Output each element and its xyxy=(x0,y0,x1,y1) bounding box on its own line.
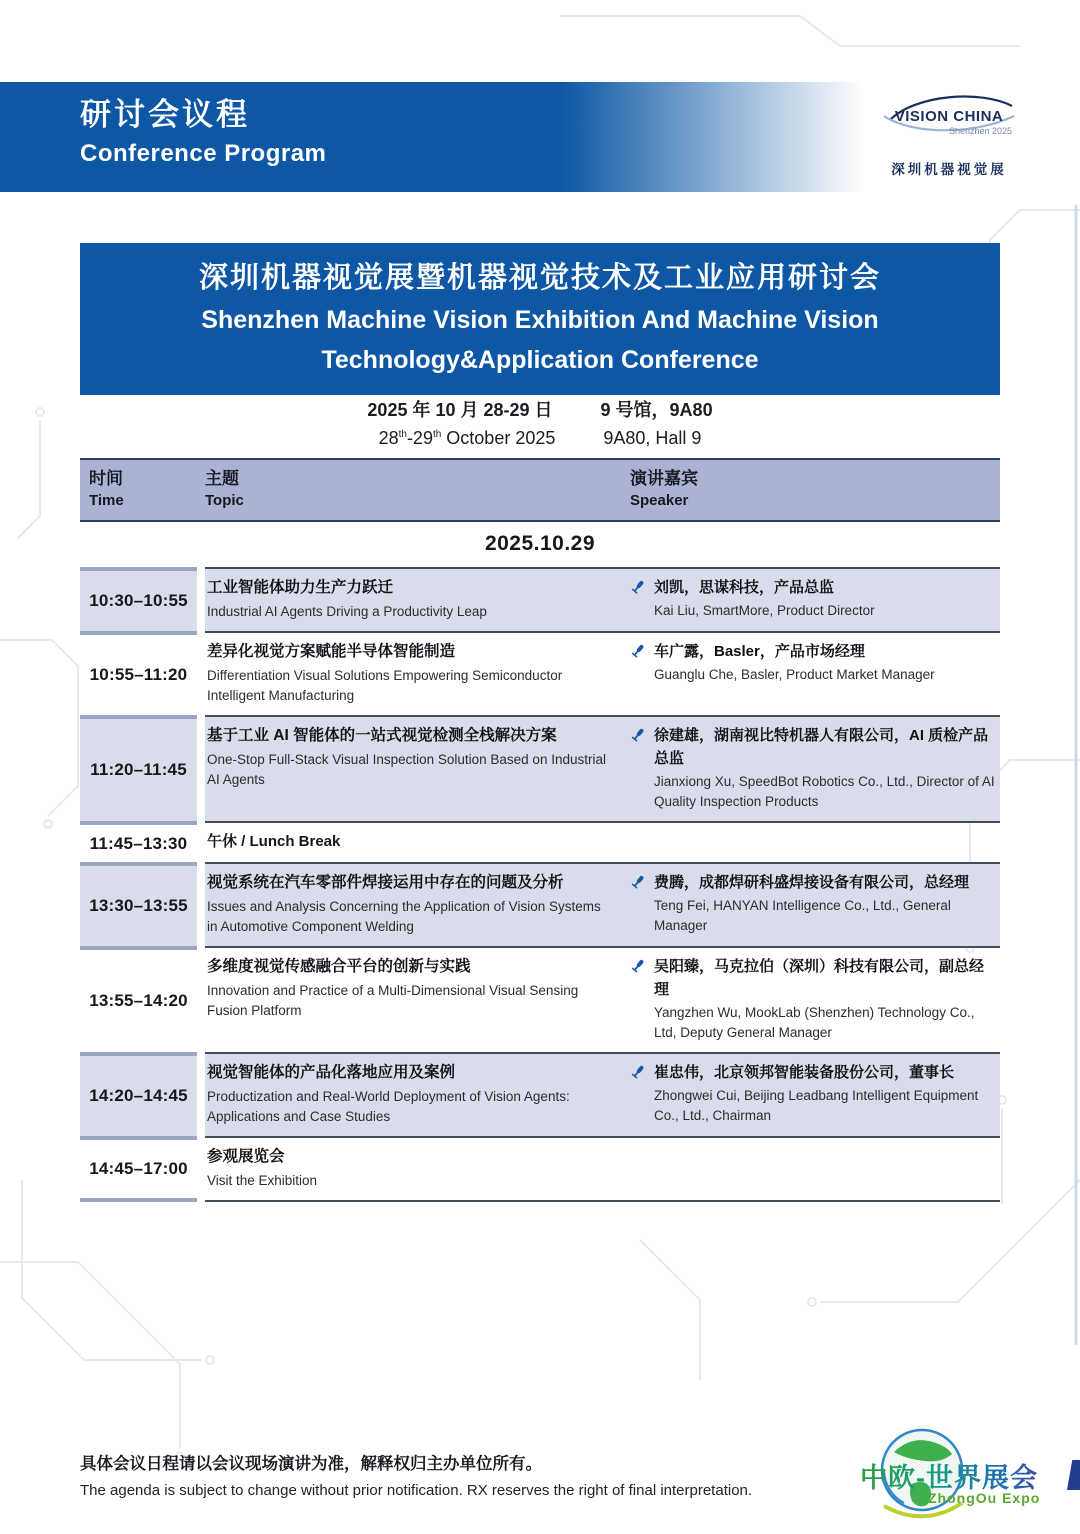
session-speaker: 吴阳臻，马克拉伯（深圳）科技有限公司，副总经理 Yangzhen Wu, MookLab (Shenzhen) Technology Co., Ltd, Deputy General Manager xyxy=(630,955,1000,1043)
event-date-venue-cn xyxy=(0,396,1080,424)
table-header-row xyxy=(80,458,1000,522)
session-speaker: 徐建雄，湖南视比特机器人有限公司，AI 质检产品总监 Jianxiong Xu, SpeedBot Robotics Co., Ltd., Director of AI Quality Inspection Products xyxy=(630,724,1000,812)
session-time: 13:30–13:55 xyxy=(80,862,197,946)
page-title xyxy=(80,97,326,169)
conference-title-cn: 深圳机器视觉展暨机器视觉技术及工业应用研讨会 xyxy=(198,262,881,294)
program-table xyxy=(80,458,1000,1202)
program-row xyxy=(80,1136,1000,1202)
event-date-cn: 2025 年 10 月 28-29 日 xyxy=(367,400,553,420)
conference-title-banner xyxy=(80,243,1000,395)
microphone-icon xyxy=(630,958,646,1043)
page-header-bar xyxy=(0,82,1080,192)
program-row-break xyxy=(80,821,1000,862)
program-row xyxy=(80,631,1000,715)
vision-china-edition: Shenzhen 2025 xyxy=(948,126,1012,136)
disclaimer-en: The agenda is subject to change without prior notification. RX reserves the right of final interpretation. xyxy=(80,1482,753,1499)
session-topic: 基于工业 AI 智能体的一站式视觉检测全栈解决方案 One-Stop Full-Stack Visual Inspection Solution Based on Industrial AI Agents xyxy=(207,727,606,787)
disclaimer xyxy=(80,1452,752,1502)
expo-wordmark-en: ZhongOu Expo xyxy=(928,1490,1041,1506)
session-topic: 视觉智能体的产品化落地应用及案例 Productization and Real-World Deployment of Vision Agents: Applications and Case Studies xyxy=(207,1064,570,1124)
event-venue-en: 9A80, Hall 9 xyxy=(603,428,702,448)
program-row xyxy=(80,862,1000,946)
column-header-speaker: 演讲嘉宾 Speaker xyxy=(630,469,698,509)
event-date-venue xyxy=(0,396,1080,452)
page-title-en: Conference Program xyxy=(80,140,327,167)
break-label: 午休 / Lunch Break xyxy=(207,833,341,850)
session-topic: 视觉系统在汽车零部件焊接运用中存在的问题及分析 Issues and Analysis Concerning the Application of Vision Systems in Automotive Component Welding xyxy=(207,874,601,934)
session-speaker: 车广露，Basler，产品市场经理 Guanglu Che, Basler, Product Market Manager xyxy=(630,640,1000,706)
session-time: 10:30–10:55 xyxy=(80,567,197,631)
event-date-venue-en xyxy=(0,424,1080,452)
microphone-icon xyxy=(630,874,646,937)
session-time: 11:20–11:45 xyxy=(80,715,197,821)
session-time: 14:45–17:00 xyxy=(80,1136,197,1202)
vision-china-wordmark: VISION CHINA xyxy=(894,108,1004,125)
session-topic: 参观展览会 Visit the Exhibition xyxy=(207,1148,318,1188)
conference-title-en-line1: Shenzhen Machine Vision Exhibition And Machine Vision xyxy=(201,306,879,334)
microphone-icon xyxy=(630,1064,646,1127)
program-row xyxy=(80,1052,1000,1136)
session-time: 14:20–14:45 xyxy=(80,1052,197,1136)
event-venue-cn: 9 号馆，9A80 xyxy=(600,400,713,420)
session-topic: 工业智能体助力生产力跃迁 Industrial AI Agents Driving a Productivity Leap xyxy=(207,579,487,619)
expo-wordmark-cn: 中欧-世界展会 xyxy=(860,1456,1066,1495)
column-gap xyxy=(197,467,205,511)
program-row xyxy=(80,715,1000,821)
session-speaker: 崔忠伟，北京领邦智能装备股份公司，董事长 Zhongwei Cui, Beijing Leadbang Intelligent Equipment Co., Ltd., Chairman xyxy=(630,1061,1000,1127)
disclaimer-cn: 具体会议日程请以会议现场演讲为准，解释权归主办单位所有。 xyxy=(80,1455,542,1473)
session-time: 13:55–14:20 xyxy=(80,946,197,1052)
page-title-cn: 研讨会议程 xyxy=(80,97,250,132)
column-header-topic: 主题 Topic xyxy=(205,469,244,509)
column-header-time: 时间 Time xyxy=(89,469,124,509)
zhongou-expo-logo xyxy=(860,1424,1080,1530)
microphone-icon xyxy=(630,727,646,812)
program-row xyxy=(80,567,1000,631)
session-topic: 多维度视觉传感融合平台的创新与实践 Innovation and Practice of a Multi-Dimensional Visual Sensing Fusion Platform xyxy=(207,958,579,1018)
session-time: 11:45–13:30 xyxy=(80,821,197,862)
vision-china-caption-cn: 深圳机器视觉展 xyxy=(891,162,1007,177)
session-topic: 差异化视觉方案赋能半导体智能制造 Differentiation Visual Solutions Empowering Semiconductor Intelligent Manufacturing xyxy=(207,643,563,703)
program-row xyxy=(80,946,1000,1052)
session-time: 10:55–11:20 xyxy=(80,631,197,715)
microphone-icon xyxy=(630,643,646,706)
conference-title-en-line2: Technology&Application Conference xyxy=(321,346,759,374)
session-date-header: 2025.10.29 xyxy=(484,532,596,555)
microphone-icon xyxy=(630,579,646,622)
event-date-en: 28th-29th October 2025 xyxy=(378,428,556,448)
session-speaker: 费腾，成都焊研科盛焊接设备有限公司，总经理 Teng Fei, HANYAN Intelligence Co., Ltd., General Manager xyxy=(630,871,1000,937)
vision-china-logo xyxy=(876,86,1022,178)
session-speaker: 刘凯，思谋科技，产品总监 Kai Liu, SmartMore, Product Director xyxy=(630,576,1000,622)
